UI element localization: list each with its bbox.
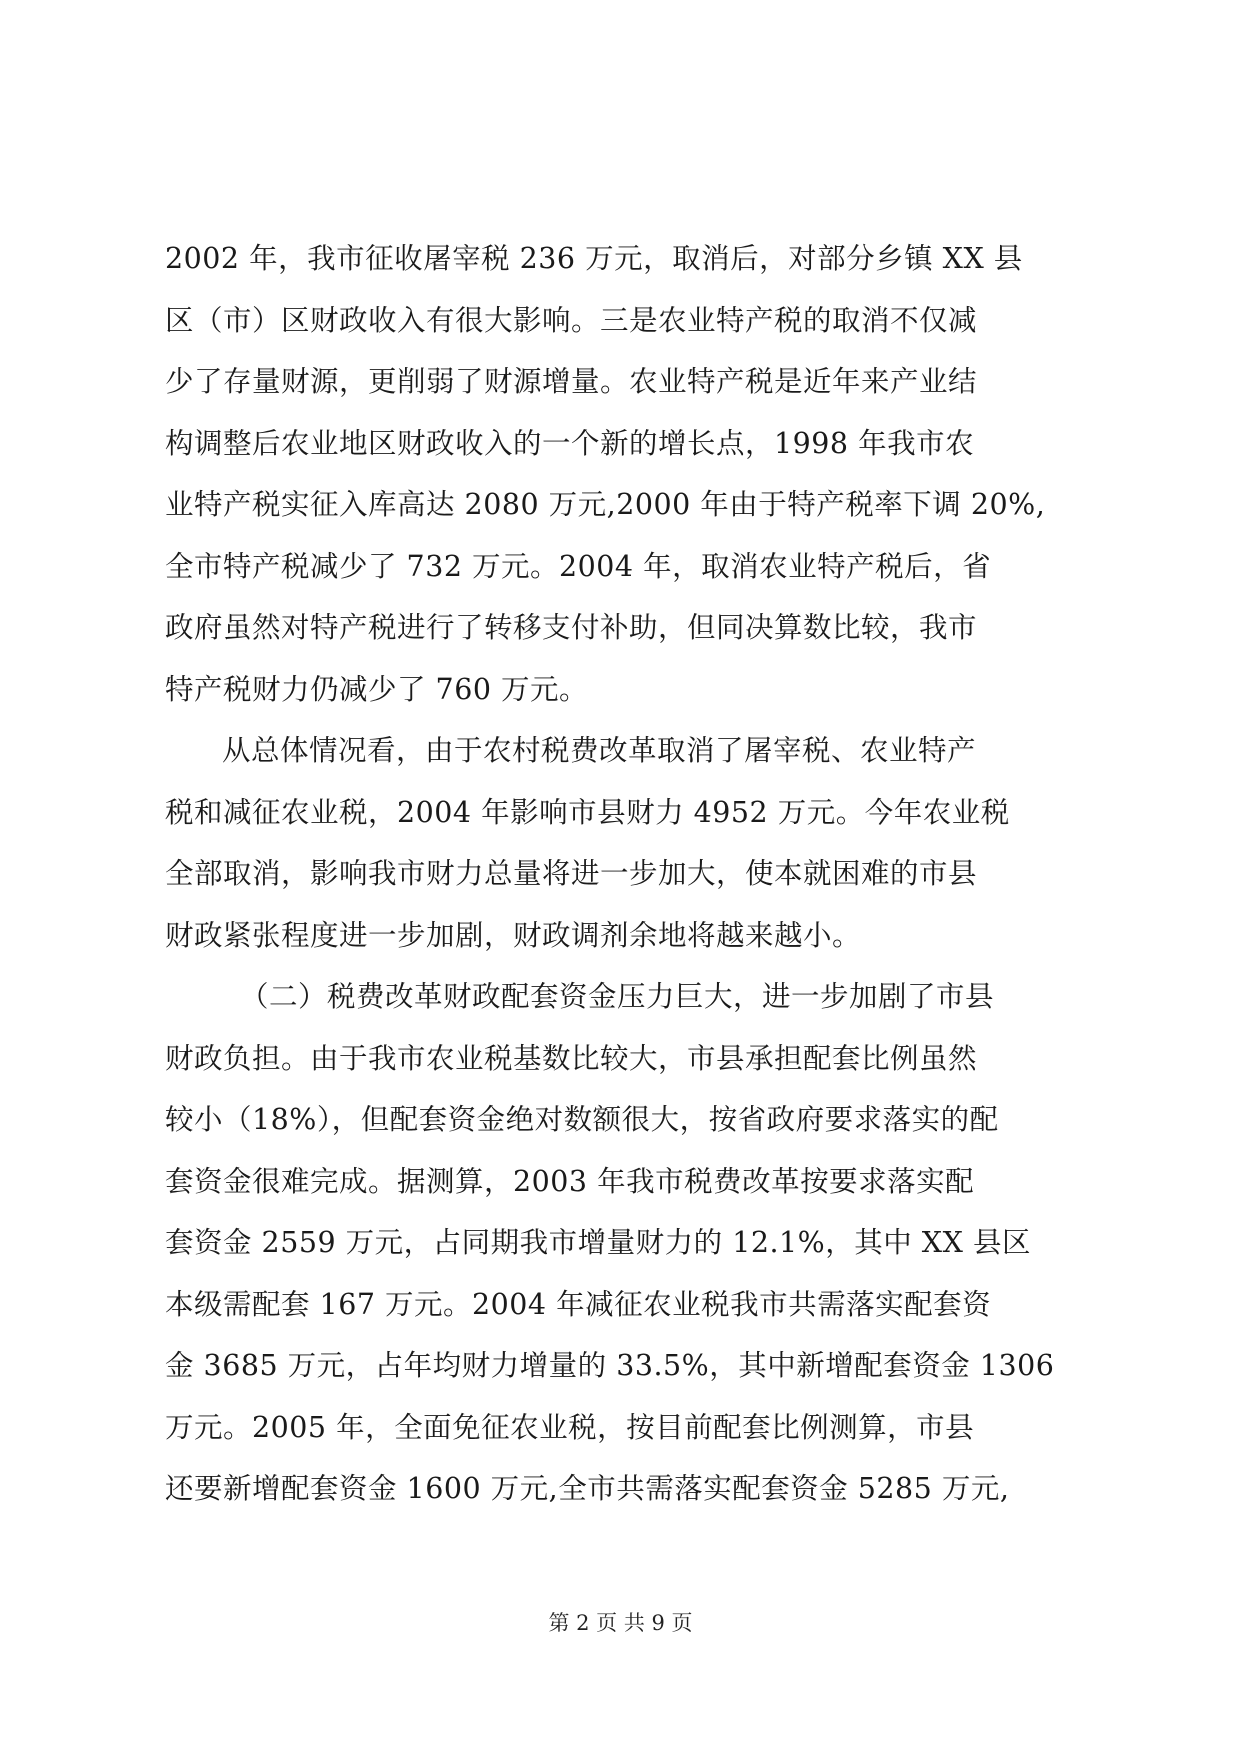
paragraph-3-line-3: 较小（18%），但配套资金绝对数额很大，按省政府要求落实的配 <box>165 1103 999 1136</box>
paragraph-2-line-3: 全部取消，影响我市财力总量将进一步加大，使本就困难的市县 <box>165 857 978 890</box>
paragraph-3-line-1: （二）税费改革财政配套资金压力巨大，进一步加剧了市县 <box>240 980 995 1013</box>
paragraph-3-line-5: 套资金 2559 万元，占同期我市增量财力的 12.1%，其中 XX 县区 <box>165 1226 1031 1259</box>
paragraph-1-line-6: 全市特产税减少了 732 万元。2004 年，取消农业特产税后，省 <box>165 549 992 583</box>
paragraph-3-line-2: 财政负担。由于我市农业税基数比较大，市县承担配套比例虽然 <box>165 1041 978 1075</box>
paragraph-3-line-8: 万元。2005 年，全面免征农业税，按目前配套比例测算，市县 <box>165 1410 975 1444</box>
paragraph-3-line-4: 套资金很难完成。据测算，2003 年我市税费改革按要求落实配 <box>165 1164 975 1198</box>
paragraph-1-line-1: 2002 年，我市征收屠宰税 236 万元，取消后，对部分乡镇 XX 县 <box>165 242 1023 275</box>
paragraph-2-line-4: 财政紧张程度进一步加剧，财政调剂余地将越来越小。 <box>165 918 862 952</box>
paragraph-3-line-6: 本级需配套 167 万元。2004 年减征农业税我市共需落实配套资 <box>165 1287 992 1321</box>
paragraph-2-line-2: 税和减征农业税，2004 年影响市县财力 4952 万元。今年农业税 <box>165 795 1010 829</box>
paragraph-1-line-8: 特产税财力仍减少了 760 万元。 <box>165 672 589 706</box>
paragraph-1-line-5: 业特产税实征入库高达 2080 万元,2000 年由于特产税率下调 20%, <box>165 488 1046 521</box>
paragraph-1-line-3: 少了存量财源，更削弱了财源增量。农业特产税是近年来产业结 <box>165 365 978 398</box>
page-number-label: 第 2 页 共 9 页 <box>548 1611 693 1635</box>
paragraph-3-line-9: 还要新增配套资金 1600 万元,全市共需落实配套资金 5285 万元, <box>165 1472 1010 1505</box>
paragraph-1-line-7: 政府虽然对特产税进行了转移支付补助，但同决算数比较，我市 <box>165 611 978 644</box>
document-body <box>165 228 1075 1520</box>
paragraph-3-line-7: 金 3685 万元，占年均财力增量的 33.5%，其中新增配套资金 1306 <box>165 1349 1055 1382</box>
paragraph-1-line-4: 构调整后农业地区财政收入的一个新的增长点，1998 年我市农 <box>165 426 975 460</box>
paragraph-1-line-2: 区（市）区财政收入有很大影响。三是农业特产税的取消不仅减 <box>165 303 978 337</box>
page-footer <box>0 1608 1241 1638</box>
paragraph-2-line-1: 从总体情况看，由于农村税费改革取消了屠宰税、农业特产 <box>222 734 977 767</box>
